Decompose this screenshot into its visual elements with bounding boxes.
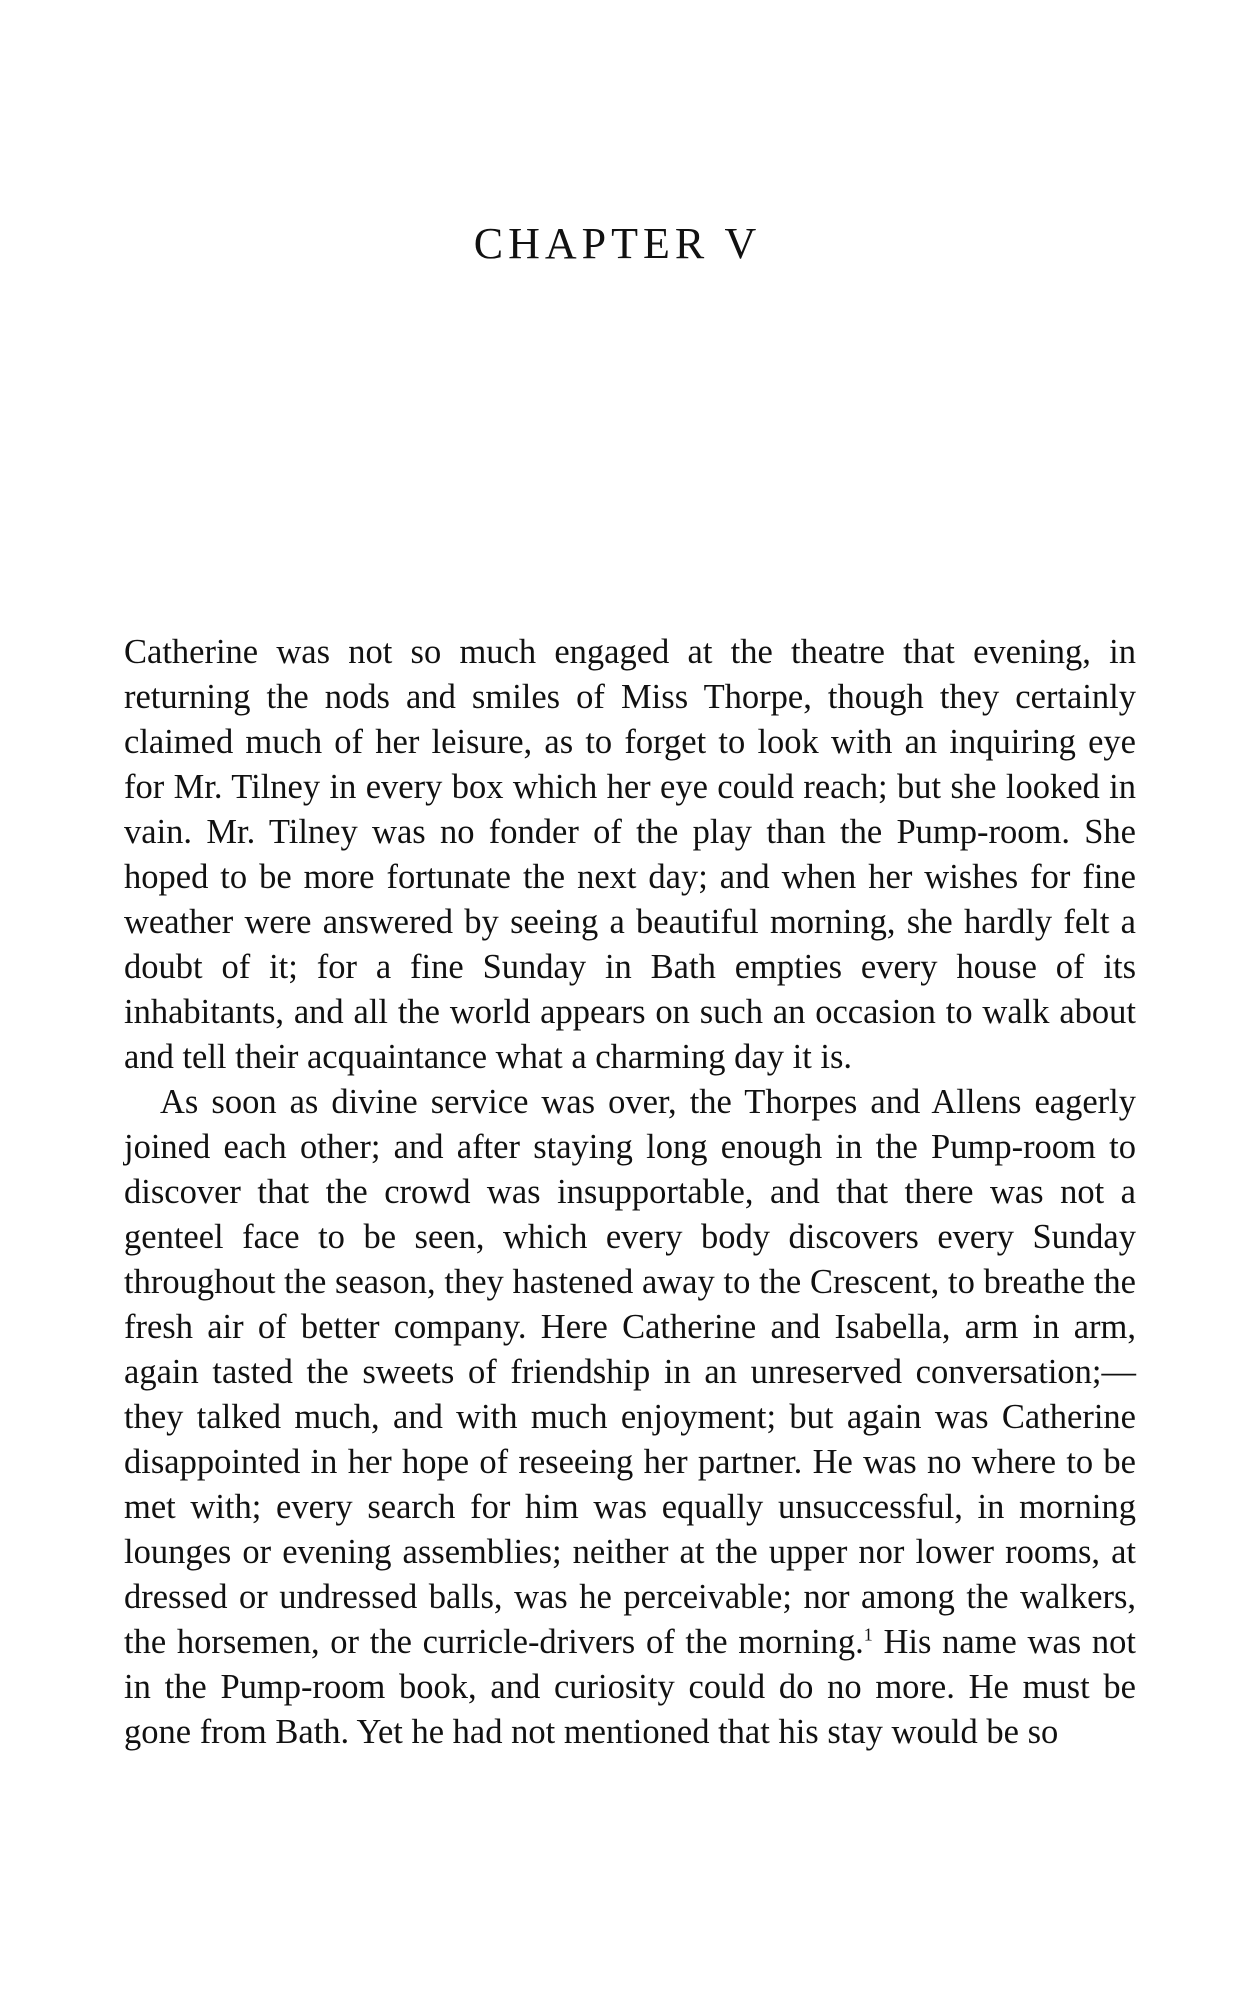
paragraph-1: Catherine was not so much engaged at the theatre that evening, in returning the nods and smiles of Miss Thorpe, though they certainly claimed much of her leisure, as to forget to look with an inquiring eye for Mr. Tilney in every box which her eye could reach; but she looked in vain. Mr. Tilney was no fonder of the play than the Pump-room. She hoped to be more fortunate the next day; and when her wishes for fine weather were answered by seeing a beautiful morning, she hardly felt a doubt of it; for a fine Sunday in Bath empties every house of its inhabitants, and all the world appears on such an occasion to walk about and tell their acquaintance what a charming day it is. (124, 633, 1136, 1076)
footnote-marker: 1 (863, 1624, 873, 1645)
chapter-heading: CHAPTER V (473, 219, 762, 268)
paragraph-2-text-before-note: As soon as divine service was over, the Thorpes and Allens eagerly joined each other; and after staying long enough in the Pump-room to discover that the crowd was insupportable, and that there was not a genteel face to be seen, which every body discovers every Sunday throughout the season, they hastened away to the Crescent, to breathe the fresh air of better company. Here Catherine and Isabella, arm in arm, again tasted the sweets of friendship in an unreserved conversation;—they talked much, and with much enjoyment; but again was Catherine disappointed in her hope of reseeing her partner. He was no where to be met with; every search for him was equally unsuccessful, in morning lounges or evening assemblies; neither at the upper nor lower rooms, at dressed or undressed balls, was he perceivable; nor among the walkers, the horsemen, or the curricle-drivers of the morning. (124, 1083, 1136, 1661)
paragraph-2-text-after-note: His name was not in the Pump-room book, and curiosity could do no more. He must be gone from Bath. Yet he had not mentioned that his stay would be so (124, 1623, 1136, 1751)
paragraph-2 (124, 1080, 1136, 1755)
chapter-body (124, 630, 1136, 1755)
